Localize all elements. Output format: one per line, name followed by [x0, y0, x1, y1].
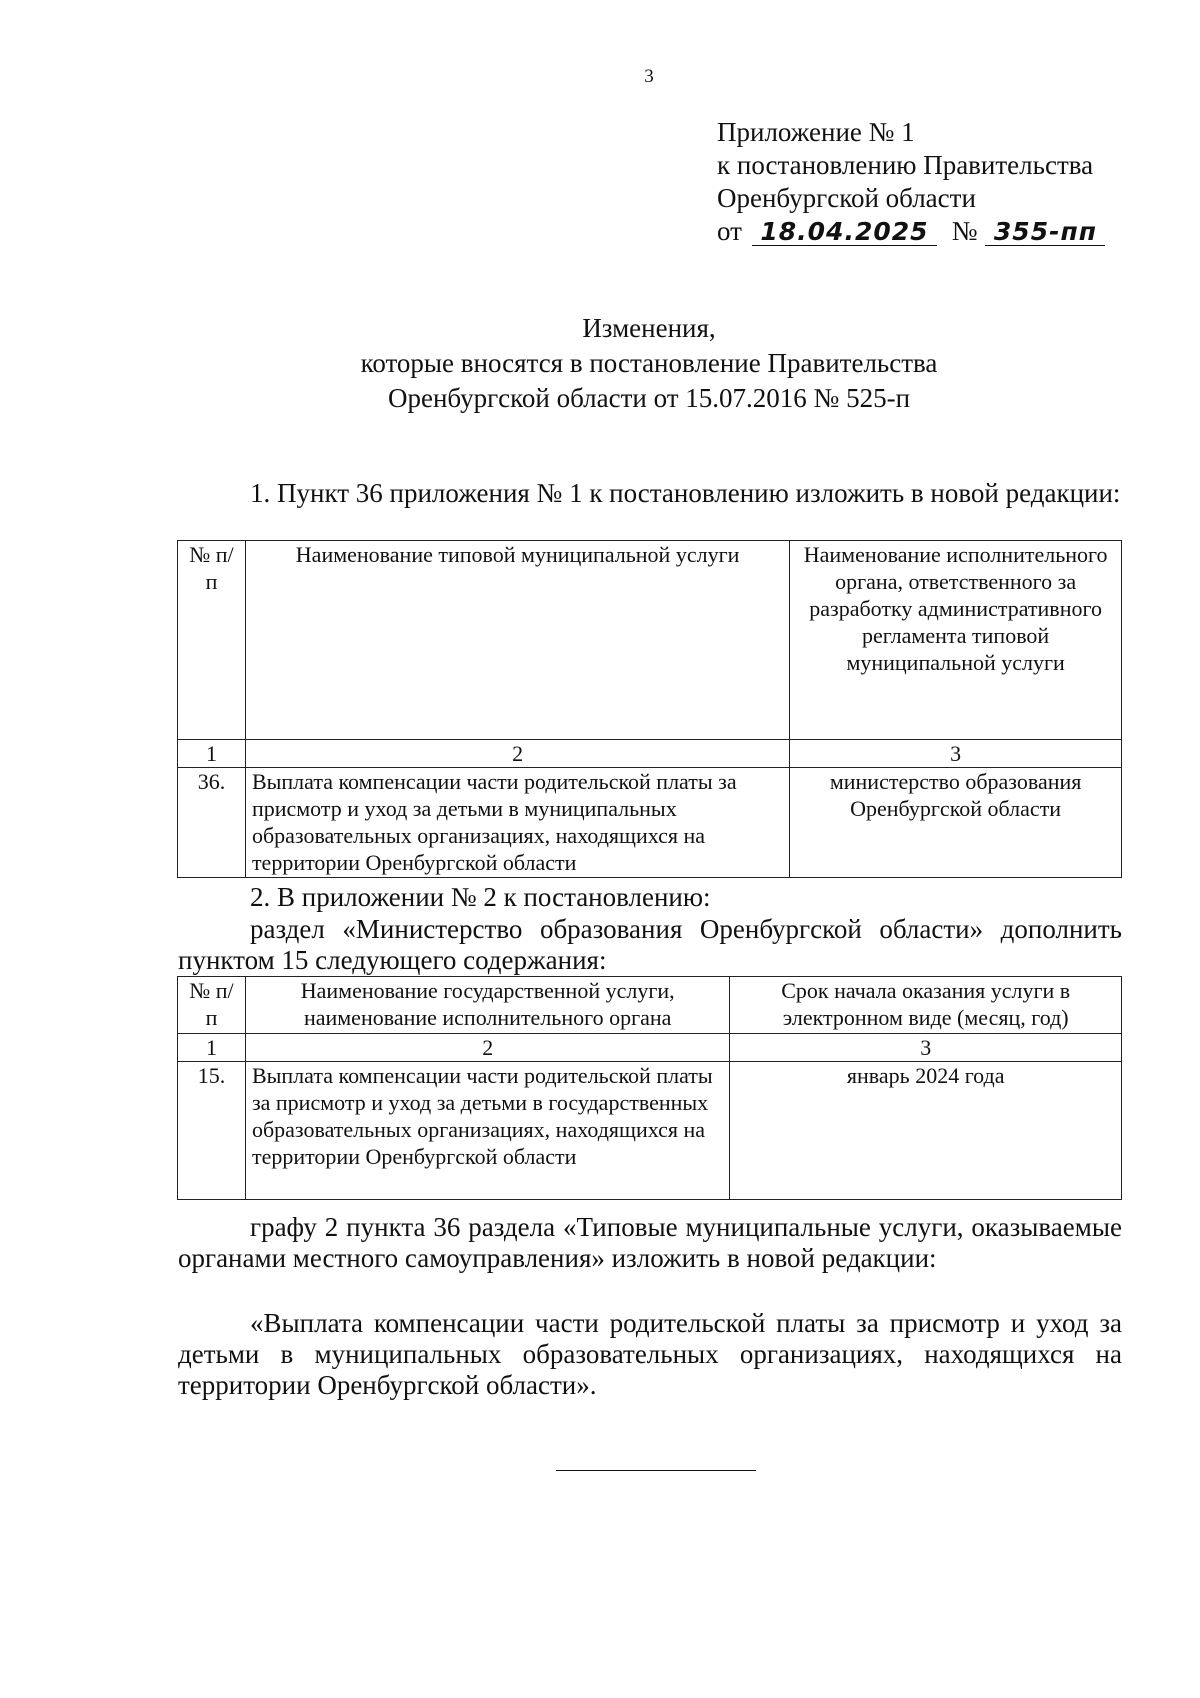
from-label: от — [717, 216, 742, 246]
table-2-row-term: январь 2024 года — [730, 1062, 1122, 1200]
handwritten-number: 355-пп — [985, 218, 1105, 246]
appendix-line-3: Оренбургской области — [717, 183, 976, 213]
table-2 — [177, 976, 1122, 1200]
table-1-colnum-2: 2 — [245, 740, 789, 768]
table-2-row-num: 15. — [178, 1062, 246, 1200]
graph-paragraph: графу 2 пункта 36 раздела «Типовые муниципальные услуги, оказываемые органами местного самоуправления» изложить в новой редакции: — [178, 1212, 1122, 1273]
table-2-header-service: Наименование государственной услуги, наименование исполнительного органа — [245, 977, 729, 1034]
appendix-date-line — [717, 215, 1105, 248]
number-label: № — [951, 216, 978, 246]
appendix-line-1: Приложение № 1 — [717, 117, 915, 147]
closing-rule — [556, 1470, 756, 1471]
table-2-colnum-1: 1 — [178, 1034, 246, 1062]
table-2-header-num: № п/п — [178, 977, 246, 1034]
table-row — [178, 768, 1122, 878]
appendix-block — [717, 116, 1105, 248]
item-2-subparagraph: раздел «Министерство образования Оренбургской области» дополнить пунктом 15 следующего содержания: — [178, 914, 1122, 975]
table-2-row-service: Выплата компенсации части родительской платы за присмотр и уход за детьми в государственных образовательных организациях, находящихся на территории Оренбургской области — [245, 1062, 729, 1200]
heading-line-3: Оренбургской области от 15.07.2016 № 525-п — [387, 383, 911, 413]
table-1-header-service: Наименование типовой муниципальной услуги — [245, 541, 789, 740]
item-2-paragraph: 2. В приложении № 2 к постановлению: — [250, 882, 711, 912]
table-1-row-service: Выплата компенсации части родительской платы за присмотр и уход за детьми в муниципальных образовательных организациях, находящихся на территории Оренбургской области — [245, 768, 789, 878]
quote-paragraph: «Выплата компенсации части родительской платы за присмотр и уход за детьми в муниципальных образовательных организациях, находящихся на территории Оренбургской области». — [178, 1308, 1122, 1400]
table-2-colnum-2: 2 — [245, 1034, 729, 1062]
page-number: 3 — [644, 66, 654, 87]
table-1-row-organ: министерство образования Оренбургской области — [790, 768, 1122, 878]
table-1-header-num: № п/п — [178, 541, 246, 740]
appendix-line-2: к постановлению Правительства — [717, 150, 1094, 180]
table-2-colnum-row — [178, 1034, 1122, 1062]
table-2-header-term: Срок начала оказания услуги в электронном виде (месяц, год) — [730, 977, 1122, 1034]
heading-line-1: Изменения, — [582, 313, 716, 343]
table-1-header-row — [178, 541, 1122, 740]
table-row — [178, 1062, 1122, 1200]
table-2-header-row — [178, 977, 1122, 1034]
item-1-paragraph: 1. Пункт 36 приложения № 1 к постановлению изложить в новой редакции: — [250, 478, 1121, 508]
heading-line-2: которые вносятся в постановление Правительства — [360, 348, 938, 378]
table-1-colnum-row — [178, 740, 1122, 768]
table-1-row-num: 36. — [178, 768, 246, 878]
table-2-colnum-3: 3 — [730, 1034, 1122, 1062]
table-1-header-organ: Наименование исполнительного органа, ответственного за разработку административного регламента типовой муниципальной услуги — [790, 541, 1122, 740]
table-1 — [177, 540, 1122, 878]
table-1-colnum-1: 1 — [178, 740, 246, 768]
document-heading — [0, 311, 1200, 416]
table-1-colnum-3: 3 — [790, 740, 1122, 768]
handwritten-date: 18.04.2025 — [752, 218, 937, 246]
